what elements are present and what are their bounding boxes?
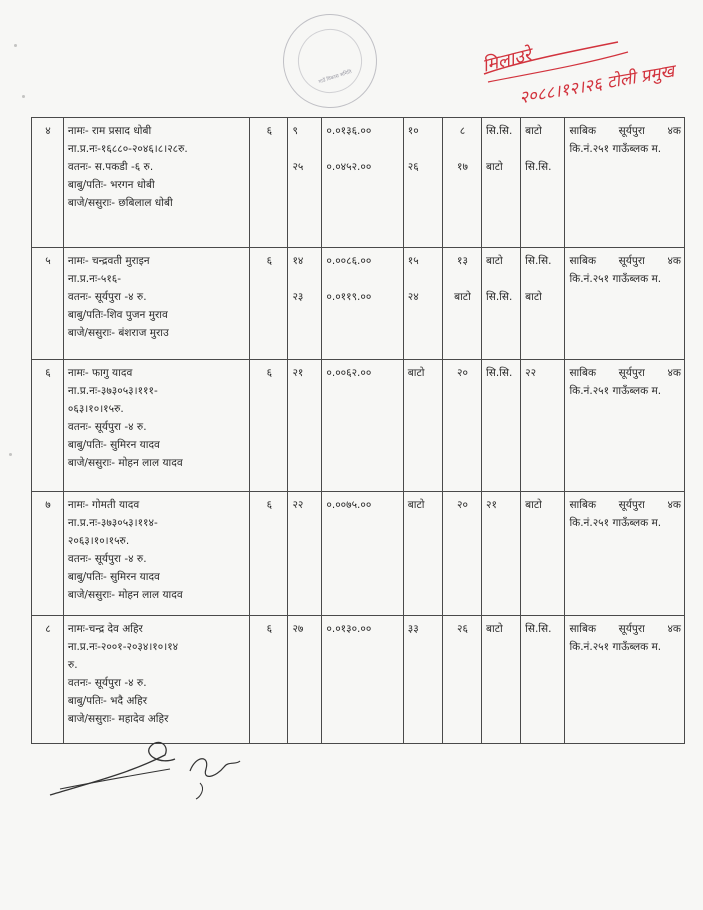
plot-number-cell — [288, 360, 322, 492]
east-boundary: १५ — [407, 255, 419, 267]
scan-speck — [9, 453, 12, 456]
north-boundary-cell — [482, 118, 521, 248]
scan-speck — [22, 95, 25, 98]
south-boundary-cell — [521, 360, 565, 492]
west-boundary-cell — [442, 616, 481, 744]
east-boundary: बाटो — [407, 367, 425, 379]
owner-details-cell — [63, 248, 249, 360]
ward-cell — [250, 248, 288, 360]
owner-details-cell — [63, 118, 249, 248]
plot-number: २७ — [292, 623, 304, 635]
east-boundary-cell — [403, 492, 442, 616]
area-value-cell — [322, 616, 403, 744]
owner-detail-line: नामः-चन्द्र देव अहिर — [67, 623, 143, 635]
plot-number: २३ — [292, 291, 304, 303]
serial-number: ४ — [45, 125, 51, 137]
east-boundary-cell — [403, 248, 442, 360]
area-value-cell — [322, 492, 403, 616]
handwritten-note-line1: मिलाउरे — [480, 44, 534, 77]
area-value-cell — [322, 248, 403, 360]
owner-detail-line: नामः- राम प्रसाद धोबी — [67, 125, 152, 137]
ward-number: ६ — [266, 125, 273, 137]
plot-number: १४ — [292, 255, 304, 267]
east-boundary: २४ — [407, 291, 419, 303]
owner-detail-line: नामः- फागु यादव — [67, 367, 133, 379]
owner-detail-line: बाबु/पतिः- सुमिरन यादव — [67, 571, 160, 583]
north-boundary: सि.सि. — [486, 291, 513, 303]
owner-detail-line: बाजे/ससुराः- बंशराज मुराउ — [67, 327, 169, 339]
north-boundary-cell — [482, 616, 521, 744]
owner-detail-line: बाबु/पतिः-शिव पुजन मुराव — [67, 309, 168, 321]
east-boundary-cell — [403, 616, 442, 744]
south-boundary-cell — [521, 492, 565, 616]
owner-detail-line: वतनः- सूर्यपुरा -४ रु. — [67, 553, 147, 565]
east-boundary: ३३ — [407, 623, 419, 635]
remarks-text: साबिक सूर्यपुरा ४क कि.नं.२५१ गाऊँब्लक म. — [569, 499, 681, 529]
east-boundary-cell — [403, 118, 442, 248]
serial-number-cell — [32, 360, 64, 492]
area-value-cell — [322, 360, 403, 492]
owner-detail-line: रु. — [67, 659, 78, 671]
south-boundary: सि.सि. — [525, 161, 552, 173]
ward-number: ६ — [266, 367, 273, 379]
ward-number: ६ — [266, 623, 273, 635]
land-record-table — [31, 117, 685, 744]
owner-detail-line: नामः- चन्द्रवती मुराइन — [67, 255, 150, 267]
west-boundary-cell — [442, 118, 481, 248]
owner-detail-line: नामः- गोमती यादव — [67, 499, 140, 511]
plot-number: २२ — [292, 499, 304, 511]
north-boundary: बाटो — [486, 161, 503, 173]
area-value: ०.०११९.०० — [326, 291, 372, 303]
west-boundary: १३ — [457, 255, 468, 267]
serial-number: ८ — [45, 623, 51, 635]
serial-number: ६ — [45, 367, 51, 379]
west-boundary: ८ — [459, 125, 466, 137]
north-boundary-cell — [482, 360, 521, 492]
east-boundary: २६ — [407, 161, 419, 173]
owner-detail-line: वतनः- सूर्यपुरा -४ रु. — [67, 677, 147, 689]
south-boundary-cell — [521, 616, 565, 744]
remarks-text: साबिक सूर्यपुरा ४क कि.नं.२५१ गाऊँब्लक म. — [569, 255, 681, 285]
owner-details-cell — [63, 492, 249, 616]
record-row — [32, 360, 685, 492]
south-boundary-cell — [521, 118, 565, 248]
west-boundary: २६ — [457, 623, 468, 635]
remarks-cell — [565, 248, 685, 360]
owner-detail-line: ना.प्र.नः-१६८८०-२०४६।८।२८रु. — [67, 143, 188, 155]
owner-detail-line: बाबु/पतिः- भरगन धोबी — [67, 179, 155, 191]
remarks-text: साबिक सूर्यपुरा ४क कि.नं.२५१ गाऊँब्लक म. — [569, 125, 681, 155]
remarks-cell — [565, 360, 685, 492]
owner-details-cell — [63, 360, 249, 492]
handwritten-note-line2: २०८८।१२।२६ टोली प्रमुख — [517, 61, 676, 109]
remarks-text: साबिक सूर्यपुरा ४क कि.नं.२५१ गाऊँब्लक म. — [569, 367, 681, 397]
owner-detail-line: वतनः- सूर्यपुरा -४ रु. — [67, 291, 147, 303]
record-row — [32, 248, 685, 360]
owner-detail-line: बाजे/ससुराः- मोहन लाल यादव — [67, 457, 183, 469]
plot-number: २५ — [292, 161, 304, 173]
south-boundary: २२ — [525, 367, 537, 379]
north-boundary: सि.सि. — [486, 367, 513, 379]
area-value: ०.००६२.०० — [326, 367, 372, 379]
area-value: ०.००७५.०० — [326, 499, 372, 511]
north-boundary-cell — [482, 492, 521, 616]
ward-cell — [250, 492, 288, 616]
south-boundary-cell — [521, 248, 565, 360]
serial-number-cell — [32, 492, 64, 616]
record-row — [32, 118, 685, 248]
east-boundary: बाटो — [407, 499, 425, 511]
plot-number-cell — [288, 248, 322, 360]
signatures — [40, 725, 270, 815]
serial-number-cell — [32, 118, 64, 248]
west-boundary-cell — [442, 492, 481, 616]
plot-number-cell — [288, 118, 322, 248]
plot-number-cell — [288, 492, 322, 616]
west-boundary-cell — [442, 248, 481, 360]
remarks-cell — [565, 118, 685, 248]
record-row — [32, 492, 685, 616]
south-boundary: बाटो — [525, 125, 542, 137]
owner-detail-line: ना.प्र.नः-३७३०५३।११४- — [67, 517, 158, 529]
remarks-text: साबिक सूर्यपुरा ४क कि.नं.२५१ गाऊँब्लक म. — [569, 623, 681, 653]
owner-detail-line: वतनः- स.पकडी -६ रु. — [67, 161, 154, 173]
south-boundary: सि.सि. — [525, 623, 552, 635]
ward-number: ६ — [266, 499, 273, 511]
owner-detail-line: बाजे/ससुराः- छबिलाल धोबी — [67, 197, 173, 209]
ward-number: ६ — [266, 255, 273, 267]
owner-detail-line: बाजे/ससुराः- मोहन लाल यादव — [67, 589, 183, 601]
west-boundary: बाटो — [454, 291, 471, 303]
north-boundary: २१ — [486, 499, 497, 511]
west-boundary-cell — [442, 360, 481, 492]
serial-number: ७ — [45, 499, 51, 511]
owner-detail-line: ०६३।१०।१५रु. — [67, 403, 124, 415]
stamp-text: गाउँ विकास समिति — [317, 68, 353, 86]
south-boundary: बाटो — [525, 499, 542, 511]
owner-detail-line: ना.प्र.नः-२००१-२०३४।१०।१४ — [67, 641, 179, 653]
owner-detail-line: बाजे/ससुराः- महादेव अहिर — [67, 713, 169, 725]
ward-cell — [250, 360, 288, 492]
owner-detail-line: बाबु/पतिः- भदै अहिर — [67, 695, 147, 707]
plot-number: ९ — [292, 125, 298, 137]
scan-speck — [14, 44, 17, 47]
serial-number: ५ — [45, 255, 51, 267]
area-value: ०.००८६.०० — [326, 255, 372, 267]
owner-detail-line: २०६३।१०।१५रु. — [67, 535, 130, 547]
area-value: ०.०४५२.०० — [326, 161, 372, 173]
east-boundary: १० — [407, 125, 419, 137]
serial-number-cell — [32, 248, 64, 360]
north-boundary: बाटो — [486, 623, 503, 635]
office-stamp — [271, 2, 389, 120]
owner-detail-line: ना.प्र.नः-५१६- — [67, 273, 122, 285]
owner-detail-line: बाबु/पतिः- सुमिरन यादव — [67, 439, 160, 451]
owner-detail-line: वतनः- सूर्यपुरा -४ रु. — [67, 421, 147, 433]
north-boundary: सि.सि. — [486, 125, 513, 137]
area-value: ०.०१३०.०० — [326, 623, 372, 635]
area-value: ०.०१३६.०० — [326, 125, 372, 137]
plot-number: २१ — [292, 367, 304, 379]
west-boundary: १७ — [457, 161, 468, 173]
remarks-cell — [565, 616, 685, 744]
west-boundary: २० — [457, 499, 468, 511]
south-boundary: सि.सि. — [525, 255, 552, 267]
handwritten-verification — [478, 22, 678, 109]
north-boundary: बाटो — [486, 255, 503, 267]
signature-marks — [40, 725, 270, 815]
ward-cell — [250, 118, 288, 248]
south-boundary: बाटो — [525, 291, 542, 303]
area-value-cell — [322, 118, 403, 248]
north-boundary-cell — [482, 248, 521, 360]
east-boundary-cell — [403, 360, 442, 492]
owner-detail-line: ना.प्र.नः-३७३०५३।१११- — [67, 385, 158, 397]
west-boundary: २० — [457, 367, 468, 379]
plot-number-cell — [288, 616, 322, 744]
remarks-cell — [565, 492, 685, 616]
